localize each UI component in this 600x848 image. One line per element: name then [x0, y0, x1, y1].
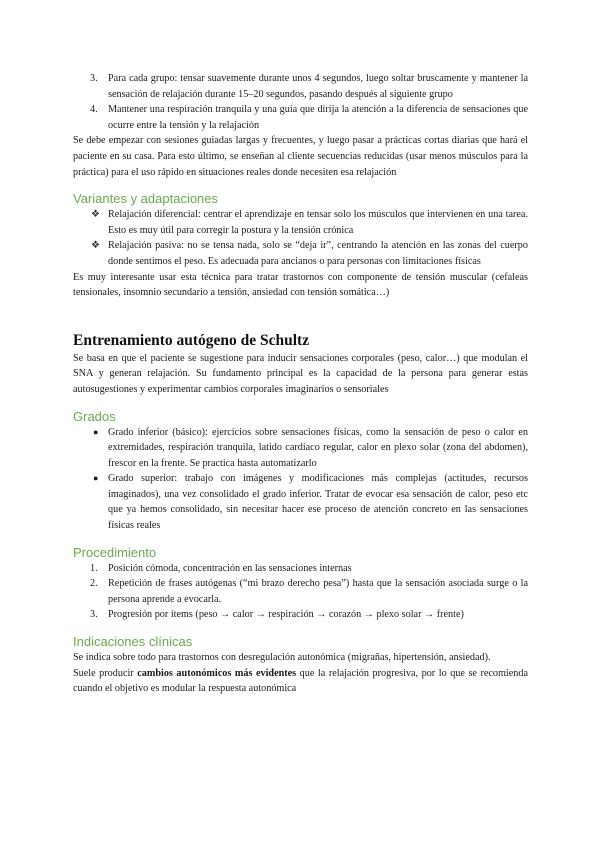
paragraph-schultz-intro: Se basa en que el paciente se sugestione para inducir sensaciones corporales (peso, calor…) que modulan el SNA y generan relajación. Su fundamento principal es la capacidad de la persona para generar estas autosugestiones y experimentar cambios corporales imaginarios o sensoriales	[73, 352, 528, 395]
list-number: 3.	[90, 609, 98, 621]
list-item	[73, 425, 528, 472]
list-item-text: Relajación diferencial: centrar el aprendizaje en tensar solo los músculos que intervienen en una tarea. Esto es muy útil para corregir la postura y la tensión crónica	[108, 209, 528, 236]
list-item-text: Mantener una respiración tranquila y una guía que dirija la atención a la diferencia de sensaciones que ocurre entre la tensión y la relajación	[108, 104, 528, 131]
diamond-bullet-icon: ❖	[91, 209, 100, 221]
list-item	[73, 607, 528, 623]
document-content	[73, 71, 528, 697]
diamond-bullet-icon: ❖	[91, 240, 100, 252]
list-item	[73, 71, 528, 102]
paragraph-indicaciones-2	[73, 666, 528, 697]
bullet-icon: ●	[93, 426, 99, 437]
heading-variantes: Variantes y adaptaciones	[73, 191, 219, 207]
list-number: 1.	[90, 562, 98, 574]
list-item	[73, 471, 528, 533]
diamond-list	[73, 207, 528, 269]
heading-grados: Grados	[73, 408, 116, 424]
paragraph-indicaciones-1: Se indica sobre todo para trastornos con desregulación autonómica (migrañas, hipertensión, ansiedad).	[73, 652, 491, 664]
list-number: 3.	[90, 73, 98, 84]
list-item	[73, 102, 528, 133]
heading-indicaciones: Indicaciones clínicas	[73, 634, 193, 650]
section-title-schultz: Entrenamiento autógeno de Schultz	[73, 331, 310, 349]
list-item	[73, 561, 528, 577]
paragraph-tension-muscular: Es muy interesante usar esta técnica para tratar trastornos con componente de tensión muscular (cefaleas tensionales, insomnio secundario a tensión, ansiedad con tensión somática…)	[73, 271, 528, 299]
list-item-text: Progresión por ítems (peso → calor → respiración → corazón → plexo solar → frente)	[108, 609, 464, 621]
bold-text: cambios autonómicos más evidentes	[137, 667, 297, 679]
list-item-text: Grado inferior (básico): ejercicios sobre sensaciones físicas, como la sensación de peso o calor en extremidades, respiración tranquila, latido cardíaco regular, calor en plexo solar (zona del abdomen), frescor en la frente. Se practica hasta automatizarlo	[108, 426, 528, 469]
list-item-text: Posición cómoda, concentración en las sensaciones internas	[108, 562, 352, 574]
list-item	[73, 576, 528, 607]
list-number: 4.	[90, 104, 98, 116]
list-item	[73, 238, 528, 269]
heading-procedimiento: Procedimiento	[73, 544, 157, 560]
bullet-icon: ●	[93, 473, 99, 484]
numbered-list-continued	[73, 71, 528, 133]
list-item	[73, 207, 528, 238]
bullet-list-grados	[73, 425, 528, 534]
list-item-text: Grado superior: trabajo con imágenes y modificaciones más complejas (actitudes, recursos imaginados), una vez consolidado el grado inferior. Tratar de evocar esa sensación de calor, peso etc que ya hemos consolidado, sin necesitar hacer ese proceso de atención concreto en las sensaciones físicas reales	[108, 473, 528, 532]
list-item-text: Para cada grupo: tensar suavemente durante unos 4 segundos, luego soltar bruscamente y mantener la sensación de relajación durante 15–20 segundos, pasando después al siguiente grupo	[108, 73, 528, 100]
text-run: Suele producir	[73, 667, 138, 679]
text-run: que la relajación progresiva, por lo que se recomienda cuando el objetivo es modular la respuesta autonómica	[73, 667, 528, 695]
paragraph-sesiones: Se debe empezar con sesiones guiadas largas y frecuentes, y luego pasar a prácticas cortas diarias que hará el paciente en su casa. Para esto último, se enseñan al cliente secuencias reducidas (usar menos músculos para la práctica) para el uso rápido en situaciones reales donde necesiten esa relajación	[73, 135, 528, 178]
numbered-list-procedimiento	[73, 561, 528, 623]
list-number: 2.	[90, 578, 98, 590]
list-item-text: Repetición de frases autógenas (“mi brazo derecho pesa”) hasta que la sensación asociada surge o la persona aprende a evocarla.	[108, 578, 528, 605]
list-item-text: Relajación pasiva: no se tensa nada, solo se “deja ir”, centrando la atención en las zonas del cuerpo donde sentimos el peso. Es adecuada para ancianos o para personas con limitaciones físicas	[108, 240, 528, 267]
